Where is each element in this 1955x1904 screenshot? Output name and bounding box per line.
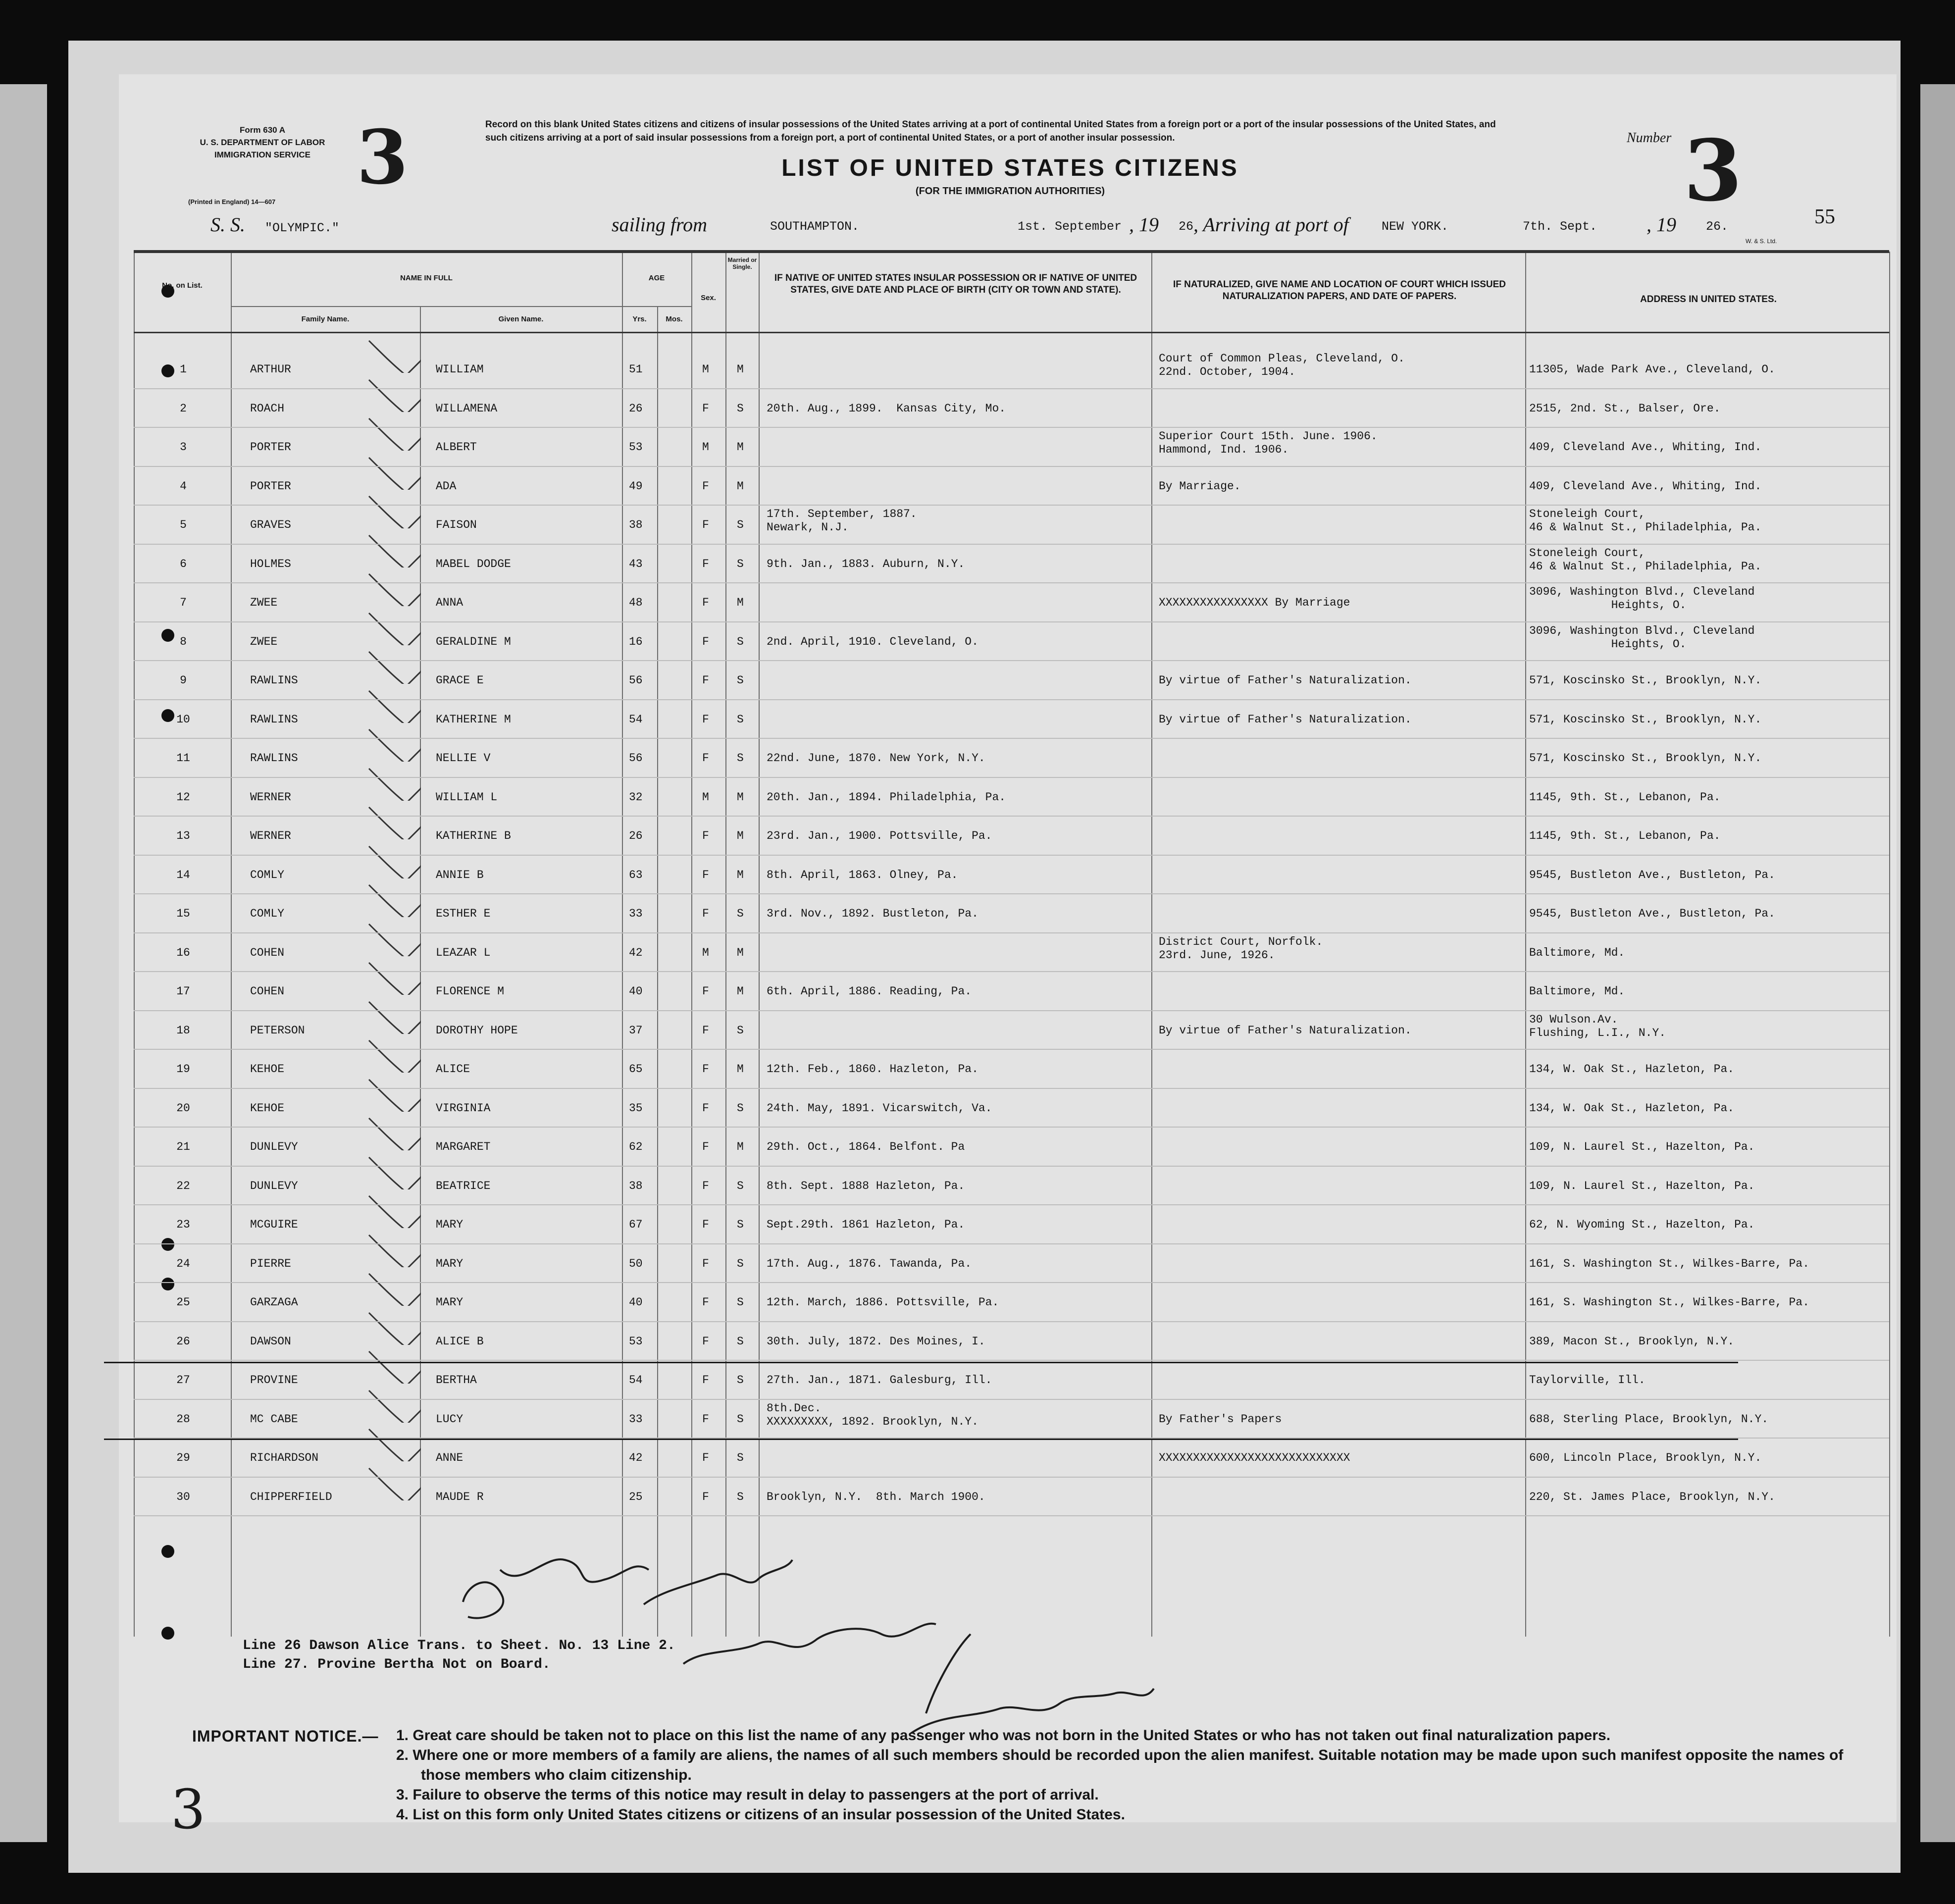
row-row-number: 8 xyxy=(180,635,187,648)
row-sex: F xyxy=(702,1257,709,1270)
row-address: 1145, 9th. St., Lebanon, Pa. xyxy=(1529,829,1721,842)
row-address: 1145, 9th. St., Lebanon, Pa. xyxy=(1529,790,1721,804)
row-naturalization-info: XXXXXXXXXXXXXXXX By Marriage xyxy=(1159,596,1350,609)
row-family-name: ZWEE xyxy=(250,596,278,609)
row-marital-status: S xyxy=(737,1257,744,1270)
row-family-name: DUNLEVY xyxy=(250,1179,298,1192)
row-sex: F xyxy=(702,1024,709,1037)
row-family-name: KEHOE xyxy=(250,1101,285,1115)
row-family-name: WERNER xyxy=(250,790,291,804)
row-marital-status: M xyxy=(737,441,744,454)
row-row-number: 24 xyxy=(176,1257,190,1270)
row-given-name: MARGARET xyxy=(436,1140,491,1153)
row-given-name: ALICE xyxy=(436,1063,470,1076)
row-address: 109, N. Laurel St., Hazelton, Pa. xyxy=(1529,1179,1755,1192)
row-sex: F xyxy=(702,1179,709,1192)
row-given-name: MARY xyxy=(436,1218,463,1231)
footer-handwritten-number: 3 xyxy=(171,1778,206,1841)
depart-year: 26 xyxy=(1179,219,1194,234)
ss-label: S. S. xyxy=(210,213,245,236)
row-family-name: ARTHUR xyxy=(250,363,291,376)
row-sex: F xyxy=(702,1490,709,1503)
row-marital-status: S xyxy=(737,518,744,531)
header-given: Given Name. xyxy=(498,315,544,323)
row-age: 65 xyxy=(629,1063,643,1076)
row-row-number: 30 xyxy=(176,1490,190,1503)
row-given-name: NELLIE V xyxy=(436,752,491,765)
row-sex: M xyxy=(702,790,709,804)
row-family-name: DAWSON xyxy=(250,1335,291,1348)
row-naturalization-info: By Father's Papers xyxy=(1159,1412,1282,1426)
header-name-full: NAME IN FULL xyxy=(400,274,453,282)
page-number: 55 xyxy=(1814,206,1835,228)
row-row-number: 2 xyxy=(180,402,187,415)
row-given-name: FAISON xyxy=(436,518,477,531)
row-sex: F xyxy=(702,674,709,687)
row-sex: M xyxy=(702,946,709,959)
row-sex: F xyxy=(702,1218,709,1231)
row-birth-info: 12th. Feb., 1860. Hazleton, Pa. xyxy=(767,1063,978,1076)
note-line-27: Line 27. Provine Bertha Not on Board. xyxy=(243,1657,551,1672)
row-family-name: PIERRE xyxy=(250,1257,291,1270)
row-birth-info: 30th. July, 1872. Des Moines, I. xyxy=(767,1335,985,1348)
row-marital-status: M xyxy=(737,946,744,959)
row-marital-status: M xyxy=(737,479,744,493)
row-birth-info: 8th. April, 1863. Olney, Pa. xyxy=(767,868,958,881)
row-marital-status: S xyxy=(737,907,744,920)
row-row-number: 17 xyxy=(176,985,190,998)
row-given-name: MARY xyxy=(436,1257,463,1270)
row-address: 571, Koscinsko St., Brooklyn, N.Y. xyxy=(1529,752,1762,765)
row-age: 42 xyxy=(629,946,643,959)
row-address: 62, N. Wyoming St., Hazelton, Pa. xyxy=(1529,1218,1755,1231)
row-address: Baltimore, Md. xyxy=(1529,946,1625,959)
row-sex: F xyxy=(702,1451,709,1464)
row-birth-info: 29th. Oct., 1864. Belfont. Pa xyxy=(767,1140,965,1153)
row-family-name: PORTER xyxy=(250,441,291,454)
row-age: 35 xyxy=(629,1101,643,1115)
row-row-number: 1 xyxy=(180,363,187,376)
header-married: Married or Single. xyxy=(727,257,757,270)
row-sex: F xyxy=(702,1412,709,1426)
row-family-name: COMLY xyxy=(250,907,285,920)
row-sex: F xyxy=(702,402,709,415)
row-address: 409, Cleveland Ave., Whiting, Ind. xyxy=(1529,479,1762,493)
arrival-year-prefix: , 19 xyxy=(1646,213,1676,236)
row-family-name: MC CABE xyxy=(250,1412,298,1426)
row-marital-status: M xyxy=(737,985,744,998)
row-birth-info: 17th. Aug., 1876. Tawanda, Pa. xyxy=(767,1257,972,1270)
row-naturalization-info: Court of Common Pleas, Cleveland, O. 22nd. October, 1904. xyxy=(1159,352,1405,378)
row-address: 134, W. Oak St., Hazleton, Pa. xyxy=(1529,1063,1735,1076)
depart-date: 1st. September xyxy=(1018,219,1122,234)
row-row-number: 4 xyxy=(180,479,187,493)
row-address: Stoneleigh Court, 46 & Walnut St., Philadelphia, Pa. xyxy=(1529,508,1762,534)
note-line-26: Line 26 Dawson Alice Trans. to Sheet. No. 13 Line 2. xyxy=(243,1638,675,1653)
row-marital-status: S xyxy=(737,1218,744,1231)
row-age: 63 xyxy=(629,868,643,881)
row-marital-status: M xyxy=(737,1140,744,1153)
row-given-name: ADA xyxy=(436,479,457,493)
header-yrs: Yrs. xyxy=(632,315,647,323)
row-age: 25 xyxy=(629,1490,643,1503)
row-age: 48 xyxy=(629,596,643,609)
header-no: No. on List. xyxy=(162,281,203,290)
row-age: 42 xyxy=(629,1451,643,1464)
row-family-name: MCGUIRE xyxy=(250,1218,298,1231)
row-marital-status: S xyxy=(737,1101,744,1115)
row-sex: F xyxy=(702,1296,709,1309)
header-age: AGE xyxy=(648,274,665,282)
form-instructions: Record on this blank United States citizens and citizens of insular possessions of the United States arriving at a port of continental United States from a foreign port or a port of the insular possessions of the United States, and such citizens arriving at a port of said insular possessions from a foreign port, a port of continental United States, or a port of another insular possession. xyxy=(485,119,1496,143)
header-mos: Mos. xyxy=(666,315,683,323)
row-age: 56 xyxy=(629,674,643,687)
notice-item-4: 4. List on this form only United States citizens or citizens of an insular possession of the United States. xyxy=(396,1806,1125,1823)
row-row-number: 20 xyxy=(176,1101,190,1115)
row-family-name: HOLMES xyxy=(250,557,291,570)
row-given-name: ANNIE B xyxy=(436,868,484,881)
row-address: 571, Koscinsko St., Brooklyn, N.Y. xyxy=(1529,674,1762,687)
row-family-name: COHEN xyxy=(250,985,285,998)
page-title: LIST OF UNITED STATES CITIZENS xyxy=(781,155,1239,181)
row-birth-info: 9th. Jan., 1883. Auburn, N.Y. xyxy=(767,557,965,570)
row-family-name: COHEN xyxy=(250,946,285,959)
row-marital-status: S xyxy=(737,1179,744,1192)
row-family-name: GRAVES xyxy=(250,518,291,531)
row-age: 40 xyxy=(629,985,643,998)
row-given-name: KATHERINE M xyxy=(436,713,511,726)
row-given-name: FLORENCE M xyxy=(436,985,505,998)
row-sex: M xyxy=(702,363,709,376)
row-family-name: RAWLINS xyxy=(250,713,298,726)
row-age: 49 xyxy=(629,479,643,493)
row-given-name: LEAZAR L xyxy=(436,946,491,959)
row-birth-info: 22nd. June, 1870. New York, N.Y. xyxy=(767,752,985,765)
row-family-name: ROACH xyxy=(250,402,285,415)
row-address: 9545, Bustleton Ave., Bustleton, Pa. xyxy=(1529,868,1775,881)
row-row-number: 18 xyxy=(176,1024,190,1037)
row-address: 109, N. Laurel St., Hazelton, Pa. xyxy=(1529,1140,1755,1153)
row-sex: F xyxy=(702,479,709,493)
row-given-name: MARY xyxy=(436,1296,463,1309)
header-sex: Sex. xyxy=(701,294,716,302)
row-family-name: CHIPPERFIELD xyxy=(250,1490,332,1503)
row-birth-info: 6th. April, 1886. Reading, Pa. xyxy=(767,985,972,998)
row-marital-status: S xyxy=(737,1412,744,1426)
arrival-year: 26. xyxy=(1706,219,1729,234)
row-address: 134, W. Oak St., Hazleton, Pa. xyxy=(1529,1101,1735,1115)
row-age: 62 xyxy=(629,1140,643,1153)
row-marital-status: M xyxy=(737,868,744,881)
row-row-number: 5 xyxy=(180,518,187,531)
row-age: 38 xyxy=(629,1179,643,1192)
row-sex: F xyxy=(702,635,709,648)
row-family-name: PROVINE xyxy=(250,1374,298,1387)
row-family-name: KEHOE xyxy=(250,1063,285,1076)
page-subtitle: (FOR THE IMMIGRATION AUTHORITIES) xyxy=(915,186,1105,197)
arriving-label: , Arriving at port of xyxy=(1193,213,1349,236)
row-row-number: 23 xyxy=(176,1218,190,1231)
row-row-number: 21 xyxy=(176,1140,190,1153)
row-birth-info: 20th. Jan., 1894. Philadelphia, Pa. xyxy=(767,790,1006,804)
row-age: 54 xyxy=(629,713,643,726)
row-marital-status: M xyxy=(737,790,744,804)
arrival-date: 7th. Sept. xyxy=(1523,219,1597,234)
row-address: 220, St. James Place, Brooklyn, N.Y. xyxy=(1529,1490,1775,1503)
row-sex: F xyxy=(702,1140,709,1153)
row-birth-info: 17th. September, 1887. Newark, N.J. xyxy=(767,508,917,534)
row-given-name: BERTHA xyxy=(436,1374,477,1387)
header-address: ADDRESS IN UNITED STATES. xyxy=(1640,294,1777,305)
row-marital-status: M xyxy=(737,829,744,842)
row-marital-status: M xyxy=(737,1063,744,1076)
row-row-number: 13 xyxy=(176,829,190,842)
row-age: 43 xyxy=(629,557,643,570)
row-sex: F xyxy=(702,829,709,842)
row-marital-status: M xyxy=(737,596,744,609)
row-age: 26 xyxy=(629,829,643,842)
row-marital-status: S xyxy=(737,557,744,570)
row-address: 2515, 2nd. St., Balser, Ore. xyxy=(1529,402,1721,415)
row-sex: F xyxy=(702,713,709,726)
row-marital-status: S xyxy=(737,635,744,648)
ship-name: "OLYMPIC." xyxy=(265,221,340,235)
row-address: Stoneleigh Court, 46 & Walnut St., Philadelphia, Pa. xyxy=(1529,546,1762,573)
row-age: 38 xyxy=(629,518,643,531)
row-family-name: DUNLEVY xyxy=(250,1140,298,1153)
row-birth-info: 20th. Aug., 1899. Kansas City, Mo. xyxy=(767,402,1006,415)
row-marital-status: S xyxy=(737,402,744,415)
sailing-label: sailing from xyxy=(612,213,707,236)
row-age: 67 xyxy=(629,1218,643,1231)
header-naturalized: IF NATURALIZED, GIVE NAME AND LOCATION OF COURT WHICH ISSUED NATURALIZATION PAPERS, AND DATE OF PAPERS. xyxy=(1173,279,1506,302)
row-row-number: 22 xyxy=(176,1179,190,1192)
row-naturalization-info: XXXXXXXXXXXXXXXXXXXXXXXXXXXX xyxy=(1159,1451,1350,1464)
row-address: 30 Wulson.Av. Flushing, L.I., N.Y. xyxy=(1529,1013,1666,1039)
row-row-number: 12 xyxy=(176,790,190,804)
arrival-port: NEW YORK. xyxy=(1382,219,1449,234)
header-family: Family Name. xyxy=(301,315,350,323)
row-address: 161, S. Washington St., Wilkes-Barre, Pa. xyxy=(1529,1257,1809,1270)
row-row-number: 3 xyxy=(180,441,187,454)
row-naturalization-info: Superior Court 15th. June. 1906. Hammond, Ind. 1906. xyxy=(1159,430,1378,456)
row-given-name: GERALDINE M xyxy=(436,635,511,648)
row-given-name: ESTHER E xyxy=(436,907,491,920)
row-address: Baltimore, Md. xyxy=(1529,985,1625,998)
row-sex: F xyxy=(702,985,709,998)
row-address: 161, S. Washington St., Wilkes-Barre, Pa. xyxy=(1529,1296,1809,1309)
row-row-number: 29 xyxy=(176,1451,190,1464)
row-birth-info: 2nd. April, 1910. Cleveland, O. xyxy=(767,635,978,648)
row-given-name: ANNA xyxy=(436,596,463,609)
row-birth-info: 12th. March, 1886. Pottsville, Pa. xyxy=(767,1296,999,1309)
row-age: 32 xyxy=(629,790,643,804)
row-age: 33 xyxy=(629,907,643,920)
row-birth-info: 24th. May, 1891. Vicarswitch, Va. xyxy=(767,1101,992,1115)
handwritten-number: 3 xyxy=(357,114,409,201)
row-marital-status: S xyxy=(737,674,744,687)
row-row-number: 7 xyxy=(180,596,187,609)
row-family-name: COMLY xyxy=(250,868,285,881)
row-family-name: RICHARDSON xyxy=(250,1451,319,1464)
row-row-number: 15 xyxy=(176,907,190,920)
row-naturalization-info: By virtue of Father's Naturalization. xyxy=(1159,713,1412,726)
row-sex: F xyxy=(702,907,709,920)
row-sex: F xyxy=(702,752,709,765)
row-given-name: WILLAMENA xyxy=(436,402,498,415)
row-sex: F xyxy=(702,557,709,570)
row-address: 571, Koscinsko St., Brooklyn, N.Y. xyxy=(1529,713,1762,726)
row-family-name: WERNER xyxy=(250,829,291,842)
row-row-number: 11 xyxy=(176,752,190,765)
row-naturalization-info: By virtue of Father's Naturalization. xyxy=(1159,1024,1412,1037)
notice-item-3: 3. Failure to observe the terms of this notice may result in delay to passengers at the port of arrival. xyxy=(396,1787,1099,1803)
row-sex: F xyxy=(702,518,709,531)
row-marital-status: S xyxy=(737,1024,744,1037)
row-address: 409, Cleveland Ave., Whiting, Ind. xyxy=(1529,441,1762,454)
row-birth-info: 8th. Sept. 1888 Hazleton, Pa. xyxy=(767,1179,965,1192)
row-sex: F xyxy=(702,1063,709,1076)
row-row-number: 14 xyxy=(176,868,190,881)
row-marital-status: S xyxy=(737,1335,744,1348)
row-birth-info: 3rd. Nov., 1892. Bustleton, Pa. xyxy=(767,907,978,920)
year-prefix: , 19 xyxy=(1129,213,1159,236)
row-given-name: BEATRICE xyxy=(436,1179,491,1192)
row-given-name: ANNE xyxy=(436,1451,463,1464)
row-sex: F xyxy=(702,1101,709,1115)
row-age: 53 xyxy=(629,441,643,454)
row-row-number: 25 xyxy=(176,1296,190,1309)
number-label: Number xyxy=(1627,130,1672,146)
row-given-name: WILLIAM L xyxy=(436,790,498,804)
row-naturalization-info: By virtue of Father's Naturalization. xyxy=(1159,674,1412,687)
row-age: 51 xyxy=(629,363,643,376)
printer-mark: W. & S. Ltd. xyxy=(1746,238,1777,245)
row-age: 16 xyxy=(629,635,643,648)
row-row-number: 9 xyxy=(180,674,187,687)
row-family-name: GARZAGA xyxy=(250,1296,298,1309)
row-address: 3096, Washington Blvd., Cleveland Heights, O. xyxy=(1529,585,1755,612)
row-naturalization-info: District Court, Norfolk. 23rd. June, 1926. xyxy=(1159,935,1323,962)
row-sex: M xyxy=(702,441,709,454)
row-birth-info: 27th. Jan., 1871. Galesburg, Ill. xyxy=(767,1374,992,1387)
row-given-name: ALBERT xyxy=(436,441,477,454)
row-given-name: LUCY xyxy=(436,1412,463,1426)
header-birth: IF NATIVE OF UNITED STATES INSULAR POSSESSION OR IF NATIVE OF UNITED STATES, GIVE DATE AND PLACE OF BIRTH (CITY OR TOWN AND STATE). xyxy=(774,273,1137,295)
row-address: Taylorville, Ill. xyxy=(1529,1374,1646,1387)
row-marital-status: S xyxy=(737,713,744,726)
row-address: 9545, Bustleton Ave., Bustleton, Pa. xyxy=(1529,907,1775,920)
row-birth-info: Brooklyn, N.Y. 8th. March 1900. xyxy=(767,1490,985,1503)
row-row-number: 6 xyxy=(180,557,187,570)
row-row-number: 26 xyxy=(176,1335,190,1348)
row-address: 389, Macon St., Brooklyn, N.Y. xyxy=(1529,1335,1735,1348)
row-age: 33 xyxy=(629,1412,643,1426)
row-row-number: 27 xyxy=(176,1374,190,1387)
row-row-number: 16 xyxy=(176,946,190,959)
notice-item-1: 1. Great care should be taken not to place on this list the name of any passenger who was not born in the United States or who has not taken out final naturalization papers. xyxy=(396,1727,1611,1744)
row-row-number: 10 xyxy=(176,713,190,726)
row-age: 54 xyxy=(629,1374,643,1387)
row-address: 600, Lincoln Place, Brooklyn, N.Y. xyxy=(1529,1451,1762,1464)
row-marital-status: M xyxy=(737,363,744,376)
row-given-name: WILLIAM xyxy=(436,363,484,376)
form-identifier: Form 630 A U. S. DEPARTMENT OF LABOR IMMIGRATION SERVICE (Printed in England) 14—607 xyxy=(188,125,325,206)
row-family-name: RAWLINS xyxy=(250,674,298,687)
row-marital-status: S xyxy=(737,1451,744,1464)
row-family-name: RAWLINS xyxy=(250,752,298,765)
row-age: 53 xyxy=(629,1335,643,1348)
row-sex: F xyxy=(702,1374,709,1387)
row-address: 3096, Washington Blvd., Cleveland Heights, O. xyxy=(1529,624,1755,651)
row-age: 26 xyxy=(629,402,643,415)
important-notice xyxy=(396,1726,1862,1825)
row-given-name: DOROTHY HOPE xyxy=(436,1024,518,1037)
row-age: 56 xyxy=(629,752,643,765)
list-number: 3 xyxy=(1684,121,1743,220)
row-birth-info: Sept.29th. 1861 Hazleton, Pa. xyxy=(767,1218,965,1231)
row-sex: F xyxy=(702,1335,709,1348)
row-given-name: KATHERINE B xyxy=(436,829,511,842)
row-given-name: MABEL DODGE xyxy=(436,557,511,570)
row-row-number: 19 xyxy=(176,1063,190,1076)
row-family-name: PORTER xyxy=(250,479,291,493)
notice-title: IMPORTANT NOTICE.— xyxy=(192,1727,379,1745)
row-marital-status: S xyxy=(737,1296,744,1309)
row-family-name: PETERSON xyxy=(250,1024,305,1037)
row-address: 11305, Wade Park Ave., Cleveland, O. xyxy=(1529,363,1775,376)
row-age: 50 xyxy=(629,1257,643,1270)
row-address: 688, Sterling Place, Brooklyn, N.Y. xyxy=(1529,1412,1769,1426)
row-age: 37 xyxy=(629,1024,643,1037)
row-birth-info: 8th.Dec. XXXXXXXXX, 1892. Brooklyn, N.Y. xyxy=(767,1401,978,1428)
row-marital-status: S xyxy=(737,1374,744,1387)
row-row-number: 28 xyxy=(176,1412,190,1426)
row-given-name: ALICE B xyxy=(436,1335,484,1348)
row-sex: F xyxy=(702,596,709,609)
row-given-name: GRACE E xyxy=(436,674,484,687)
notice-item-2: 2. Where one or more members of a family are aliens, the names of all such members should be recorded upon the alien manifest. Suitable notation may be made upon such manifest opposite the names of those members who claim citizenship. xyxy=(396,1747,1844,1783)
row-given-name: VIRGINIA xyxy=(436,1101,491,1115)
row-marital-status: S xyxy=(737,1490,744,1503)
row-given-name: MAUDE R xyxy=(436,1490,484,1503)
row-age: 40 xyxy=(629,1296,643,1309)
from-port: SOUTHAMPTON. xyxy=(770,219,860,234)
row-naturalization-info: By Marriage. xyxy=(1159,479,1241,493)
row-birth-info: 23rd. Jan., 1900. Pottsville, Pa. xyxy=(767,829,992,842)
row-marital-status: S xyxy=(737,752,744,765)
row-sex: F xyxy=(702,868,709,881)
row-family-name: ZWEE xyxy=(250,635,278,648)
